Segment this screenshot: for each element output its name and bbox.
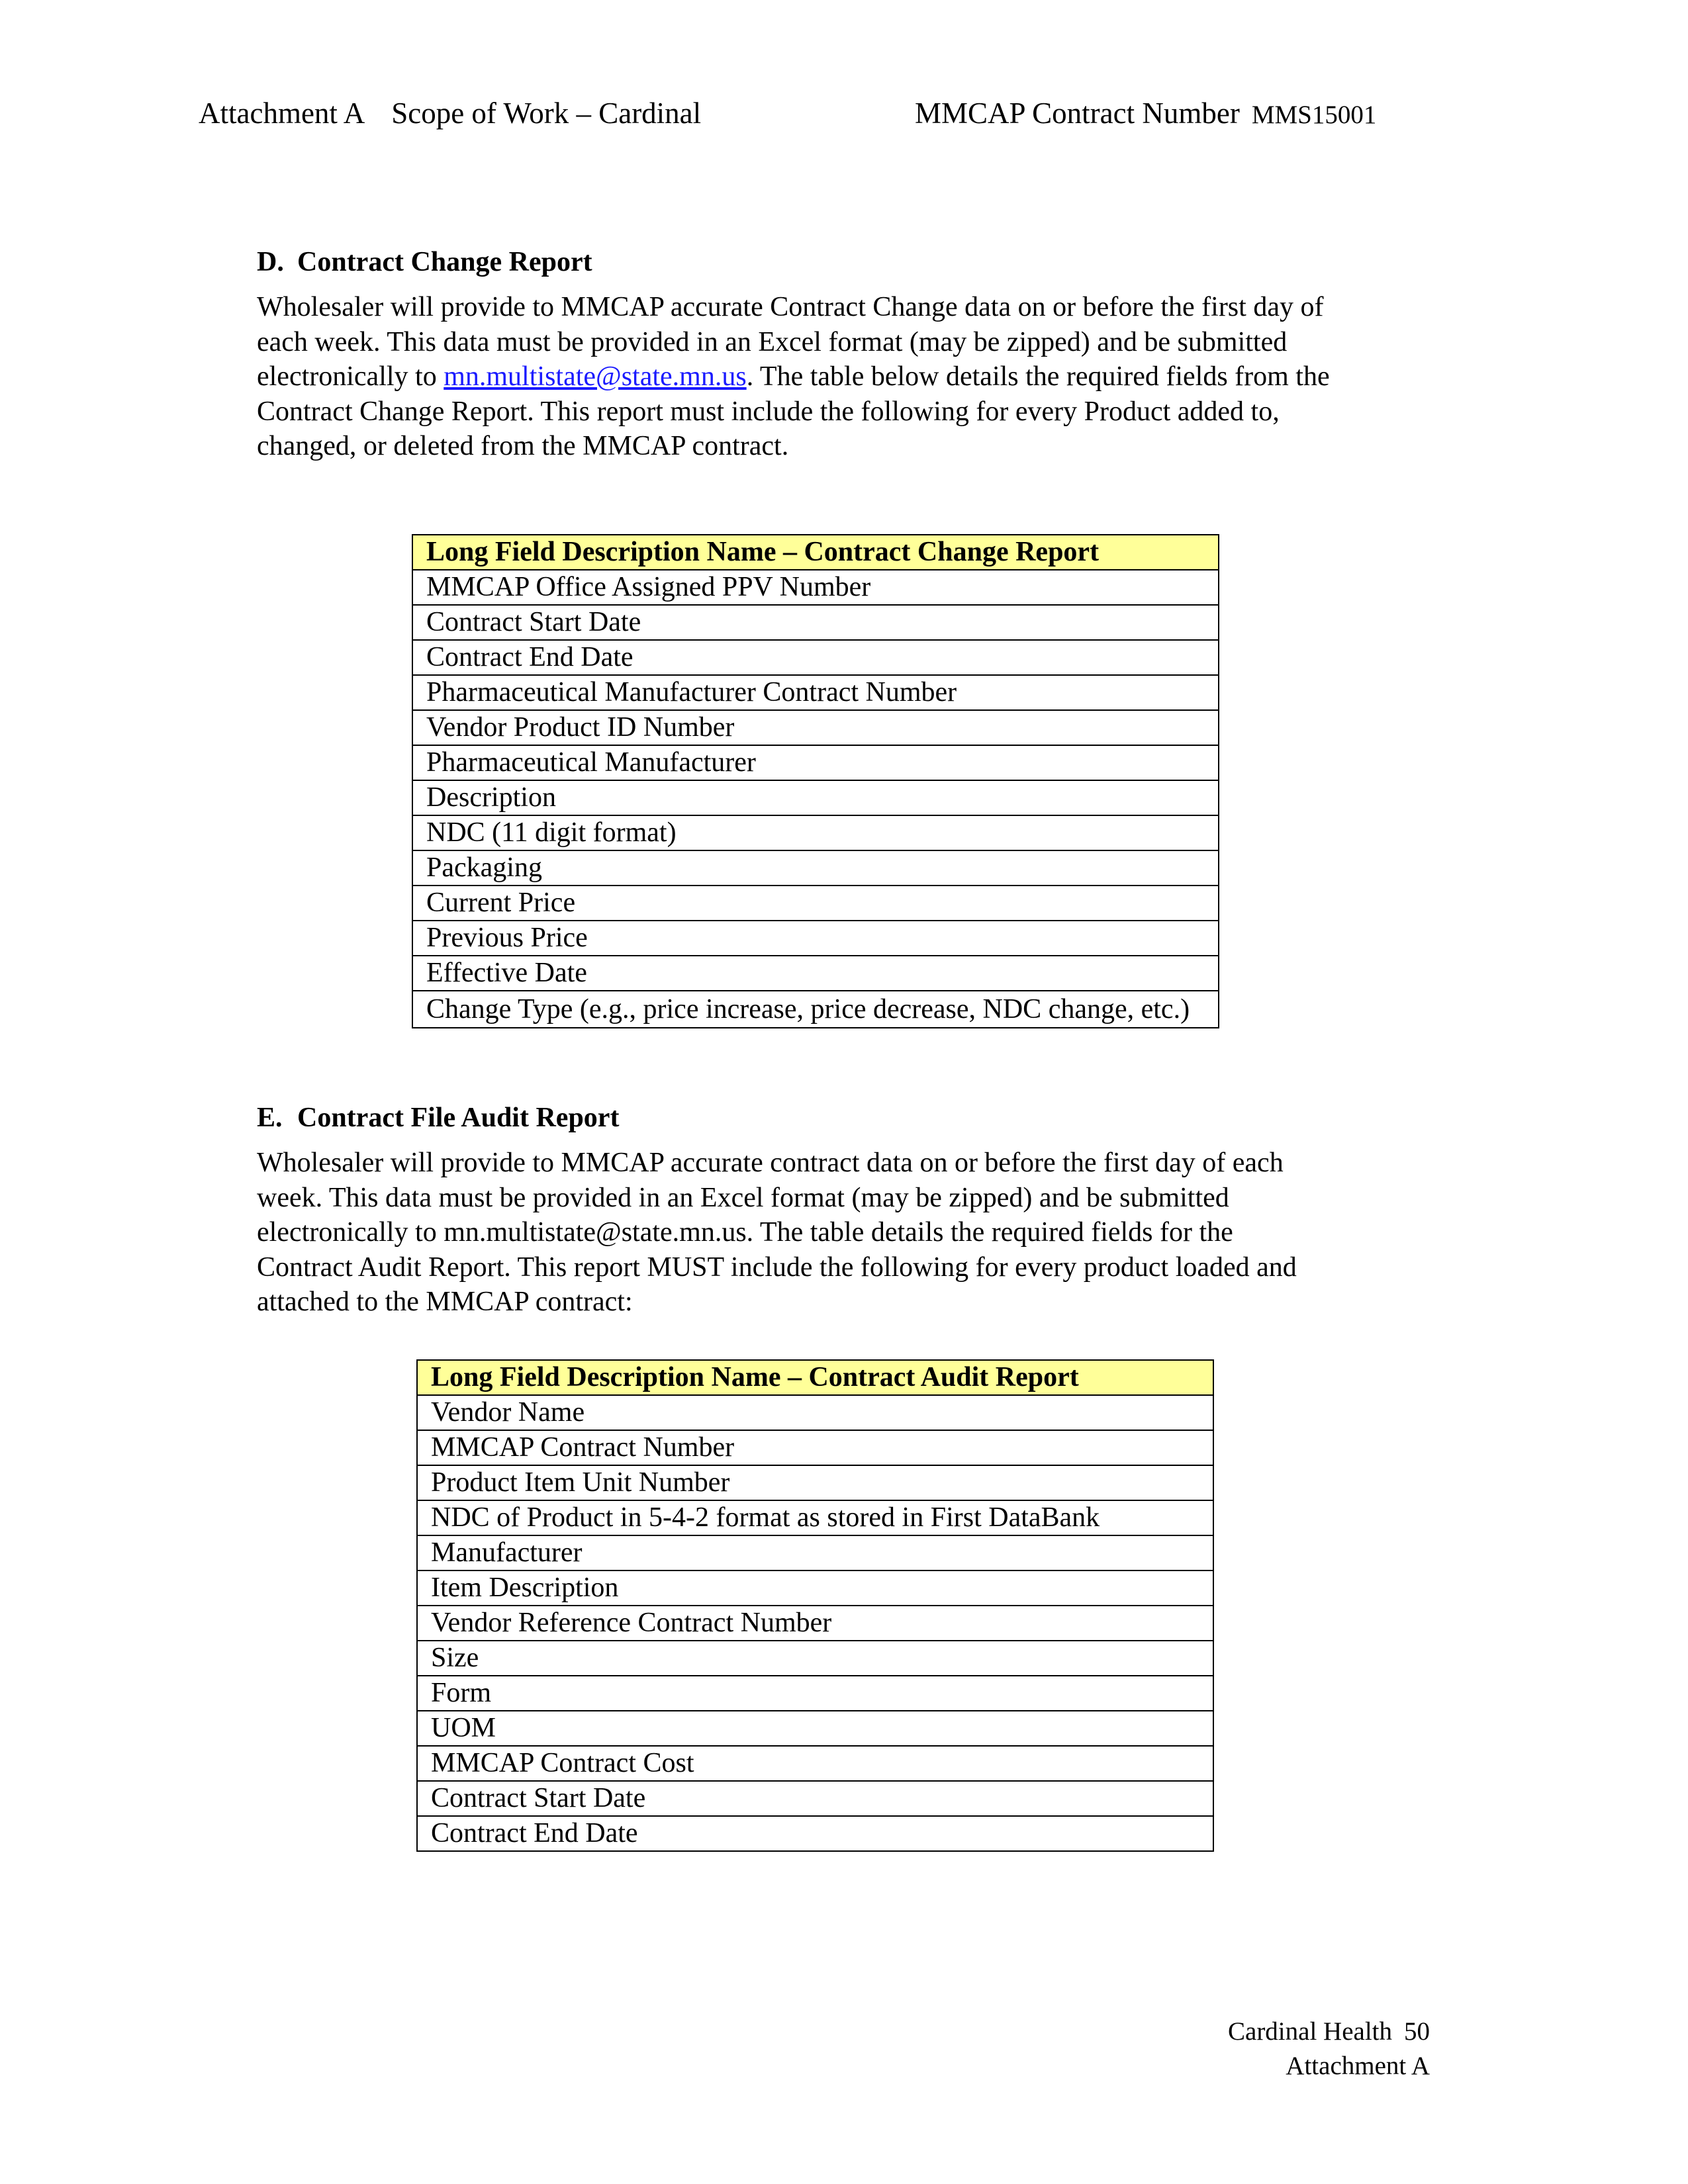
table-cell: Pharmaceutical Manufacturer Contract Number <box>412 675 1219 710</box>
footer-attachment: Attachment A <box>1286 2052 1430 2080</box>
table-cell: MMCAP Office Assigned PPV Number <box>412 570 1219 605</box>
table-header-row <box>412 535 1219 570</box>
section-d-line-5: changed, or deleted from the MMCAP contract. <box>257 431 789 461</box>
section-e-letter: E. <box>257 1103 283 1133</box>
section-e-line-2: week. This data must be provided in an Excel format (may be zipped) and be submitted <box>257 1182 1229 1213</box>
table-row <box>412 710 1219 745</box>
section-e-paragraph <box>257 1146 1448 1320</box>
section-d-title: Contract Change Report <box>297 247 592 277</box>
table-cell: Product Item Unit Number <box>417 1465 1213 1500</box>
section-d-heading <box>257 246 592 278</box>
section-e-line-5: attached to the MMCAP contract: <box>257 1287 633 1317</box>
table-header-row <box>417 1360 1213 1395</box>
section-d-letter: D. <box>257 247 284 277</box>
table-row <box>417 1711 1213 1746</box>
table-row <box>417 1676 1213 1711</box>
header-contract-number: MMS15001 <box>1251 101 1377 129</box>
table-row <box>412 570 1219 605</box>
section-d-paragraph <box>257 290 1448 464</box>
table-cell: NDC of Product in 5-4-2 format as stored in First DataBank <box>417 1500 1213 1535</box>
table-cell: Vendor Reference Contract Number <box>417 1606 1213 1641</box>
section-d-line-4: Contract Change Report. This report must include the following for every Product added to, <box>257 396 1280 427</box>
table-row <box>412 956 1219 991</box>
table-row <box>417 1430 1213 1465</box>
section-e-line-1: Wholesaler will provide to MMCAP accurate contract data on or before the first day of each <box>257 1148 1284 1178</box>
table-cell: Change Type (e.g., price increase, price decrease, NDC change, etc.) <box>412 991 1219 1028</box>
contract-audit-table <box>416 1359 1214 1852</box>
table-row <box>412 780 1219 815</box>
table-cell: Contract Start Date <box>412 605 1219 640</box>
table-row <box>412 675 1219 710</box>
table-row <box>412 745 1219 780</box>
section-d-line-2: each week. This data must be provided in an Excel format (may be zipped) and be submitted <box>257 326 1288 357</box>
table-cell: NDC (11 digit format) <box>412 815 1219 850</box>
table-cell: Vendor Name <box>417 1395 1213 1430</box>
contract-change-table <box>412 534 1219 1028</box>
table-row <box>417 1746 1213 1781</box>
table-row <box>417 1606 1213 1641</box>
section-d-line-3-pre: electronically to <box>257 361 444 392</box>
table-row <box>417 1500 1213 1535</box>
page-header-left <box>199 96 701 130</box>
table-cell: Packaging <box>412 850 1219 886</box>
table-row <box>412 605 1219 640</box>
table-cell: Current Price <box>412 886 1219 921</box>
table-cell: Contract End Date <box>417 1816 1213 1851</box>
section-d-line-3-post: . The table below details the required fields from the <box>746 361 1330 392</box>
footer-company: Cardinal Health <box>1228 2017 1392 2046</box>
table-row <box>417 1465 1213 1500</box>
table-row <box>417 1781 1213 1816</box>
table-cell: Pharmaceutical Manufacturer <box>412 745 1219 780</box>
table-row <box>412 815 1219 850</box>
section-e-line-4: Contract Audit Report. This report MUST include the following for every product loaded and <box>257 1251 1297 1283</box>
table-cell: Description <box>412 780 1219 815</box>
table-row <box>417 1816 1213 1851</box>
section-e-title: Contract File Audit Report <box>297 1103 620 1133</box>
email-link[interactable]: mn.multistate@state.mn.us <box>444 361 747 392</box>
table-cell: Contract End Date <box>412 640 1219 675</box>
table-row <box>417 1570 1213 1606</box>
table-row <box>412 850 1219 886</box>
table-cell: Contract Start Date <box>417 1781 1213 1816</box>
table-cell: Previous Price <box>412 921 1219 956</box>
header-scope: Scope of Work – Cardinal <box>391 97 702 130</box>
table-row <box>417 1535 1213 1570</box>
table-cell: Item Description <box>417 1570 1213 1606</box>
table-row <box>417 1395 1213 1430</box>
table-row <box>412 640 1219 675</box>
table-cell: MMCAP Contract Cost <box>417 1746 1213 1781</box>
table-row <box>412 991 1219 1028</box>
table-cell: MMCAP Contract Number <box>417 1430 1213 1465</box>
table-cell: UOM <box>417 1711 1213 1746</box>
footer-page-number: 50 <box>1404 2017 1430 2046</box>
header-contract-label: MMCAP Contract Number <box>915 97 1240 130</box>
table-cell: Size <box>417 1641 1213 1676</box>
table-cell: Effective Date <box>412 956 1219 991</box>
section-e-heading <box>257 1102 619 1134</box>
section-d-line-1: Wholesaler will provide to MMCAP accurate Contract Change data on or before the first day of <box>257 292 1324 322</box>
header-attachment: Attachment A <box>199 97 365 130</box>
section-d-line-3 <box>257 359 1448 394</box>
table-row <box>412 921 1219 956</box>
table-cell: Vendor Product ID Number <box>412 710 1219 745</box>
table-cell: Form <box>417 1676 1213 1711</box>
page-footer <box>1228 2015 1430 2083</box>
table-cell: Manufacturer <box>417 1535 1213 1570</box>
table-row <box>417 1641 1213 1676</box>
footer-line-1 <box>1228 2015 1430 2049</box>
table-header-cell: Long Field Description Name – Contract Change Report <box>412 535 1219 570</box>
table-row <box>412 886 1219 921</box>
page-header-right <box>915 96 1376 130</box>
section-e-line-3: electronically to mn.multistate@state.mn.us. The table details the required fields for the <box>257 1217 1233 1248</box>
table-header-cell: Long Field Description Name – Contract Audit Report <box>417 1360 1213 1395</box>
